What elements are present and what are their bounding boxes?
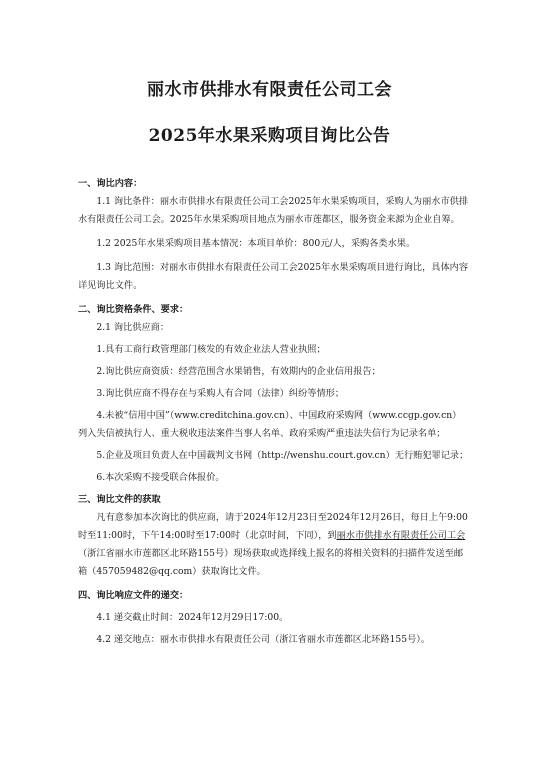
section-1-paragraph-1: 1.1 询比条件：丽水市供排水有限责任公司工会2025年水果采购项目，采购人为丽水市供排水有限责任公司工会。2025年水果采购项目地点为丽水市莲都区，服务资金来源为企业自筹。 xyxy=(78,196,469,225)
section-2-item-4: 4.未被“信用中国”（www.creditchina.gov.cn）、中国政府采购网（www.ccgp.gov.cn）列入失信被执行人、重大税收违法案件当事人名单、政府采购严重违法失信行为记录名单； xyxy=(78,410,462,439)
section-1-paragraph-3: 1.3 询比范围：对丽水市供排水有限责任公司工会2025年水果采购项目进行询比，具体内容详见询比文件。 xyxy=(78,262,469,291)
section-2-item-5: 5.企业及项目负责人在中国裁判文书网（http://wenshu.court.gov.cn）无行贿犯罪记录； xyxy=(96,450,469,461)
section-2-paragraph-1: 2.1 询比供应商： xyxy=(96,322,170,333)
section-4-paragraph-2: 4.2 递交地点：丽水市供排水有限责任公司（浙江省丽水市莲都区北环路155号）。 xyxy=(96,634,431,645)
section-3-text-b: （浙江省丽水市莲都区北环路155号）现场获取或选择线上报名的将相关资料的扫描件发送至邮箱（457059482@qq.com）获取询比文件。 xyxy=(78,548,464,577)
section-3-paragraph-1 xyxy=(78,509,470,581)
section-3-text-a: 凡有意参加本次询比的供应商，请于2024年12月23日至2024年12月26日，每日上午9:00时至11:00时，下午14:00时至17:00时（北京时间，下同），到 xyxy=(78,512,468,541)
section-2-heading: 二、询比资格条件、要求： xyxy=(78,304,189,315)
document-body xyxy=(78,175,470,649)
section-2-item-3: 3.询比供应商不得存在与采购人有合同（法律）纠纷等情形； xyxy=(96,388,345,399)
document-title-line2: 2025年水果采购项目询比公告 xyxy=(148,126,391,146)
section-2-item-1: 1.具有工商行政管理部门核发的有效企业法人营业执照； xyxy=(96,344,326,355)
section-2-item-6: 6.本次采购不接受联合体报价。 xyxy=(96,472,225,483)
document-title-line1: 丽水市供排水有限责任公司工会 xyxy=(147,80,392,100)
section-3-heading: 三、询比文件的获取 xyxy=(78,494,161,505)
section-3-underlined-org: 丽水市供排水有限责任公司工会 xyxy=(336,530,466,541)
section-1-heading: 一、询比内容： xyxy=(78,178,143,189)
section-4-paragraph-1: 4.1 递交截止时间：2024年12月29日17:00。 xyxy=(96,612,289,623)
section-4-heading: 四、询比响应文件的递交： xyxy=(78,590,189,601)
section-1-paragraph-2: 1.2 2025年水果采购项目基本情况：本项目单价：800元/人，采购各类水果。 xyxy=(96,238,416,249)
section-2-item-2: 2.询比供应商资质：经营范围含水果销售，有效期内的企业信用报告； xyxy=(96,366,381,377)
